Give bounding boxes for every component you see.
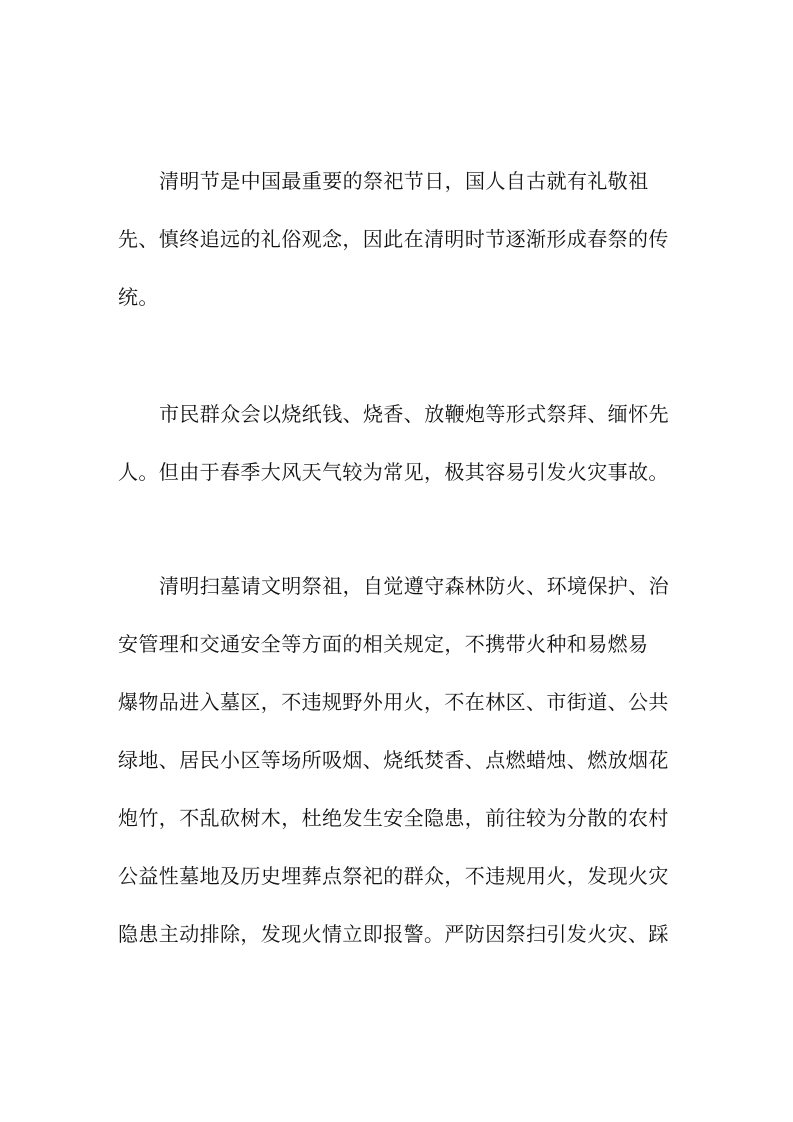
paragraph-fire-risk xyxy=(118,385,680,501)
paragraph-line: 清明节是中国最重要的祭祀节日，国人自古就有礼敬祖 xyxy=(159,169,649,193)
paragraph-line: 安管理和交通安全等方面的相关规定，不携带火种和易燃易 xyxy=(118,632,649,656)
paragraph-line: 统。 xyxy=(118,285,159,309)
paragraph-line: 绿地、居民小区等场所吸烟、烧纸焚香、点燃蜡烛、燃放烟花 xyxy=(118,748,669,772)
paragraph-civilized-worship xyxy=(118,557,680,963)
paragraph-line: 人。但由于春季大风天气较为常见，极其容易引发火灾事故。 xyxy=(118,460,669,484)
paragraph-line: 市民群众会以烧纸钱、烧香、放鞭炮等形式祭拜、缅怀先 xyxy=(159,402,669,426)
paragraph-qingming-tradition xyxy=(118,152,680,326)
paragraph-line: 清明扫墓请文明祭祖，自觉遵守森林防火、环境保护、治 xyxy=(159,574,669,598)
paragraph-line: 炮竹，不乱砍树木，杜绝发生安全隐患，前往较为分散的农村 xyxy=(118,806,669,830)
paragraph-line: 公益性墓地及历史埋葬点祭祀的群众，不违规用火，发现火灾 xyxy=(118,864,669,888)
paragraph-line: 隐患主动排除，发现火情立即报警。严防因祭扫引发火灾、踩 xyxy=(118,922,669,946)
paragraph-line: 爆物品进入墓区，不违规野外用火，不在林区、市街道、公共 xyxy=(118,690,669,714)
paragraph-line: 先、慎终追远的礼俗观念，因此在清明时节逐渐形成春祭的传 xyxy=(118,227,669,251)
